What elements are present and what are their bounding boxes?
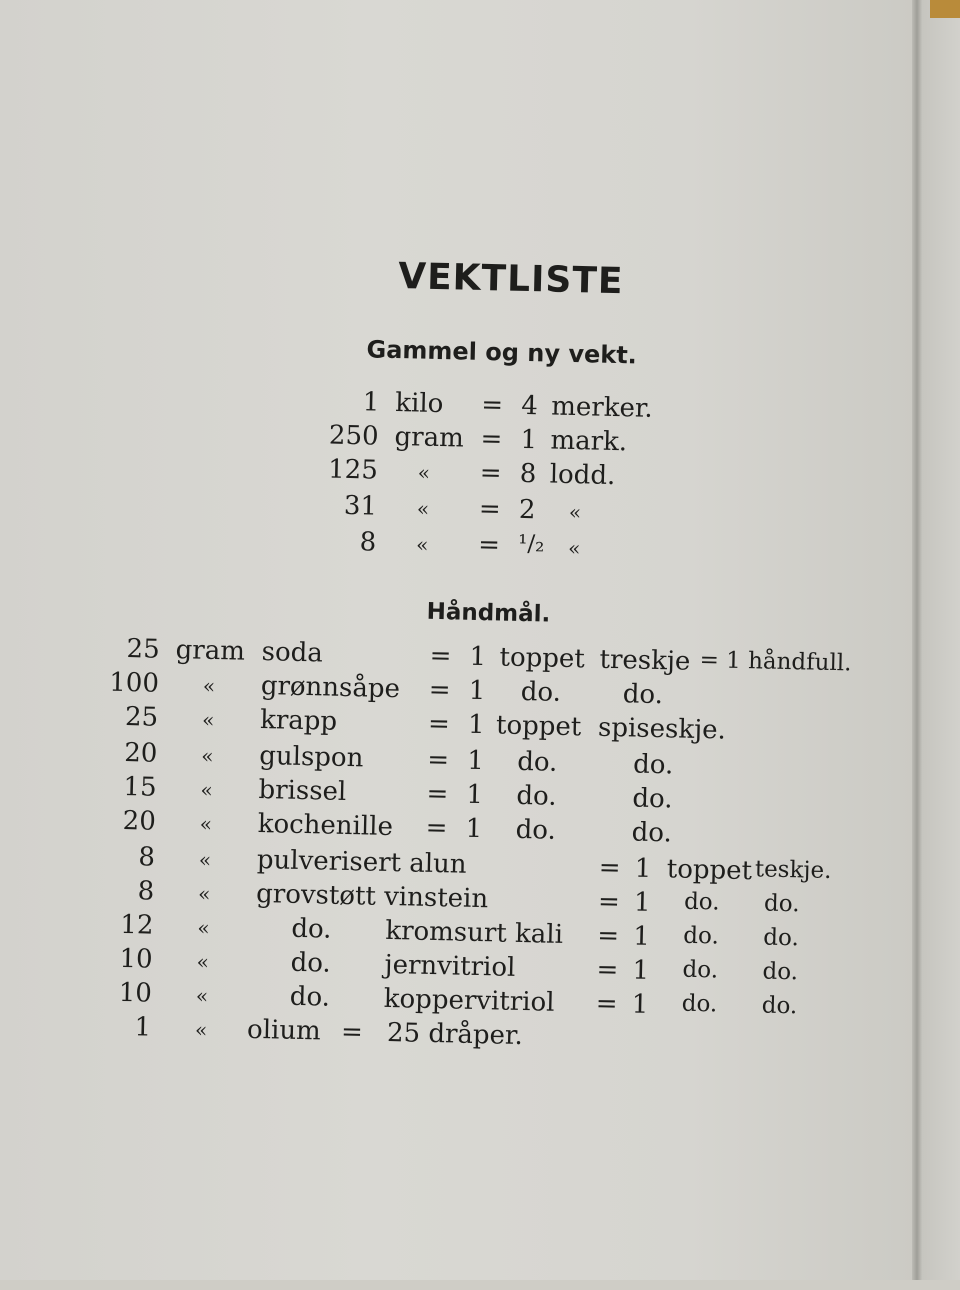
- measure-value: 1: [465, 813, 483, 845]
- equals-sign: =: [429, 640, 452, 672]
- weight-quantity: 8: [359, 527, 377, 558]
- measure-quantity: 25: [124, 701, 159, 733]
- equals-sign: =: [596, 920, 620, 952]
- measure-unit: «: [201, 743, 214, 768]
- ditto-prefix: do.: [290, 947, 332, 979]
- measure-quantity: 20: [122, 805, 157, 837]
- measure-quantity: 8: [138, 842, 156, 873]
- spoon-type: do.: [761, 992, 798, 1020]
- measure-item: grovstøtt vinstein: [255, 878, 489, 915]
- measure-unit: «: [200, 777, 214, 802]
- section-heading-old-new-weight: Gammel og ny vekt.: [366, 335, 638, 370]
- converted-unit: mark.: [550, 425, 628, 458]
- measure-quantity: 10: [119, 943, 154, 975]
- measure-unit: «: [195, 983, 209, 1008]
- equals-sign: =: [426, 744, 450, 776]
- measure-item: jernvitriol: [384, 949, 516, 983]
- converted-value: 2: [518, 494, 536, 526]
- measure-quantity: 25: [126, 633, 161, 665]
- converted-value: 4: [520, 390, 539, 422]
- measure-value: 1: [634, 853, 652, 884]
- measure-item: kochenille: [257, 809, 394, 843]
- measure-quantity: 15: [123, 771, 157, 803]
- converted-value: 8: [519, 458, 537, 490]
- measure-unit: «: [197, 881, 211, 906]
- spoon-measure: do.: [516, 780, 557, 812]
- measure-value: 1: [631, 989, 649, 1020]
- weight-unit: gram: [394, 422, 465, 454]
- measure-value: 1: [468, 675, 486, 707]
- spoon-type: do.: [763, 890, 800, 918]
- equals-sign: =: [598, 852, 621, 884]
- spoon-measure: toppet: [499, 642, 586, 675]
- measure-quantity: 8: [137, 876, 155, 907]
- measure-quantity: 100: [108, 667, 160, 699]
- spoon-type: do.: [632, 749, 674, 781]
- spoon-type: do.: [763, 924, 800, 952]
- weight-unit: «: [415, 532, 429, 557]
- measure-unit: «: [197, 915, 210, 940]
- measure-value: 1: [466, 779, 484, 811]
- weight-quantity: 31: [343, 490, 378, 522]
- weight-quantity: 1: [362, 387, 380, 418]
- converted-unit: lodd.: [549, 459, 616, 492]
- spoon-type: treskje: [599, 644, 691, 677]
- equals-sign: =: [426, 778, 449, 810]
- equals-sign: =: [595, 988, 618, 1020]
- converted-value: ¹/₂: [517, 530, 545, 558]
- measure-value: 1: [632, 921, 651, 952]
- spoon-type: do.: [622, 679, 664, 711]
- table-surface-corner: [930, 0, 960, 18]
- measure-value: 1: [469, 641, 487, 673]
- weight-quantity: 250: [328, 420, 379, 452]
- weight-unit: «: [417, 460, 431, 485]
- page-title: VEKTLISTE: [397, 256, 624, 303]
- spoon-measure: do.: [516, 746, 558, 778]
- measure-quantity: 10: [118, 977, 153, 1009]
- measure-value: 1: [632, 955, 650, 986]
- measure-quantity: 12: [120, 909, 154, 941]
- spoon-measure: do.: [683, 922, 720, 950]
- measure-item: krapp: [259, 705, 338, 737]
- spoon-measure: toppet: [666, 854, 753, 887]
- measure-item: brissel: [258, 775, 347, 808]
- ditto-prefix: do.: [291, 913, 332, 945]
- spoon-measure: do.: [683, 888, 720, 916]
- measure-unit: «: [201, 707, 215, 732]
- equals-sign: =: [479, 457, 502, 489]
- weight-unit: kilo: [395, 388, 444, 420]
- spoon-type: do.: [631, 817, 673, 849]
- measure-value: 1: [633, 887, 651, 918]
- measure-unit: «: [194, 1017, 208, 1042]
- equals-sign: =: [427, 708, 451, 740]
- equals-sign: =: [425, 812, 448, 844]
- weight-unit: «: [416, 496, 430, 521]
- equals-sign: =: [340, 1016, 364, 1048]
- equals-sign: =: [478, 493, 502, 525]
- measure-value: 1: [467, 709, 485, 741]
- measure-item: kromsurt kali: [385, 915, 564, 950]
- equals-sign: =: [596, 954, 619, 986]
- spoon-measure: toppet: [495, 710, 582, 743]
- measure-value: 1: [466, 745, 485, 777]
- converted-value: 1: [520, 424, 538, 456]
- spoon-measure: do.: [520, 676, 562, 708]
- extra-equivalent: = 1 håndfull.: [699, 646, 852, 677]
- converted-unit: «: [567, 535, 581, 561]
- equals-sign: =: [480, 423, 503, 455]
- measure-quantity: 20: [123, 737, 158, 769]
- spoon-measure: do.: [515, 814, 557, 846]
- section-heading-hand-measures: Håndmål.: [426, 598, 551, 628]
- measure-unit: «: [202, 673, 216, 698]
- measure-quantity: 1: [134, 1012, 152, 1043]
- measure-item: soda: [261, 637, 324, 669]
- spoon-measure: do.: [682, 956, 719, 984]
- measure-item: grønnsåpe: [260, 671, 401, 705]
- converted-unit: merker.: [550, 391, 654, 424]
- measure-item: olium: [246, 1014, 322, 1047]
- measure-item: gulspon: [258, 741, 364, 774]
- weight-quantity: 125: [327, 454, 379, 486]
- measure-unit: gram: [175, 635, 246, 667]
- spoon-type: do.: [632, 783, 673, 815]
- spoon-type: teskje.: [754, 856, 832, 885]
- spoon-measure: do.: [681, 990, 718, 1018]
- spoon-type: do.: [762, 958, 799, 986]
- measure-unit: «: [196, 949, 210, 974]
- equals-sign: =: [597, 886, 621, 918]
- measure-value: 25 dråper.: [386, 1017, 524, 1052]
- measure-item: pulverisert alun: [256, 845, 467, 880]
- measure-item: koppervitriol: [383, 983, 555, 1018]
- equals-sign: =: [477, 529, 501, 561]
- ditto-prefix: do.: [289, 981, 331, 1013]
- equals-sign: =: [428, 674, 451, 706]
- converted-unit: «: [568, 499, 582, 525]
- spoon-type: spiseskje.: [597, 712, 727, 746]
- measure-unit: «: [199, 811, 213, 836]
- measure-unit: «: [198, 847, 212, 872]
- equals-sign: =: [480, 389, 504, 421]
